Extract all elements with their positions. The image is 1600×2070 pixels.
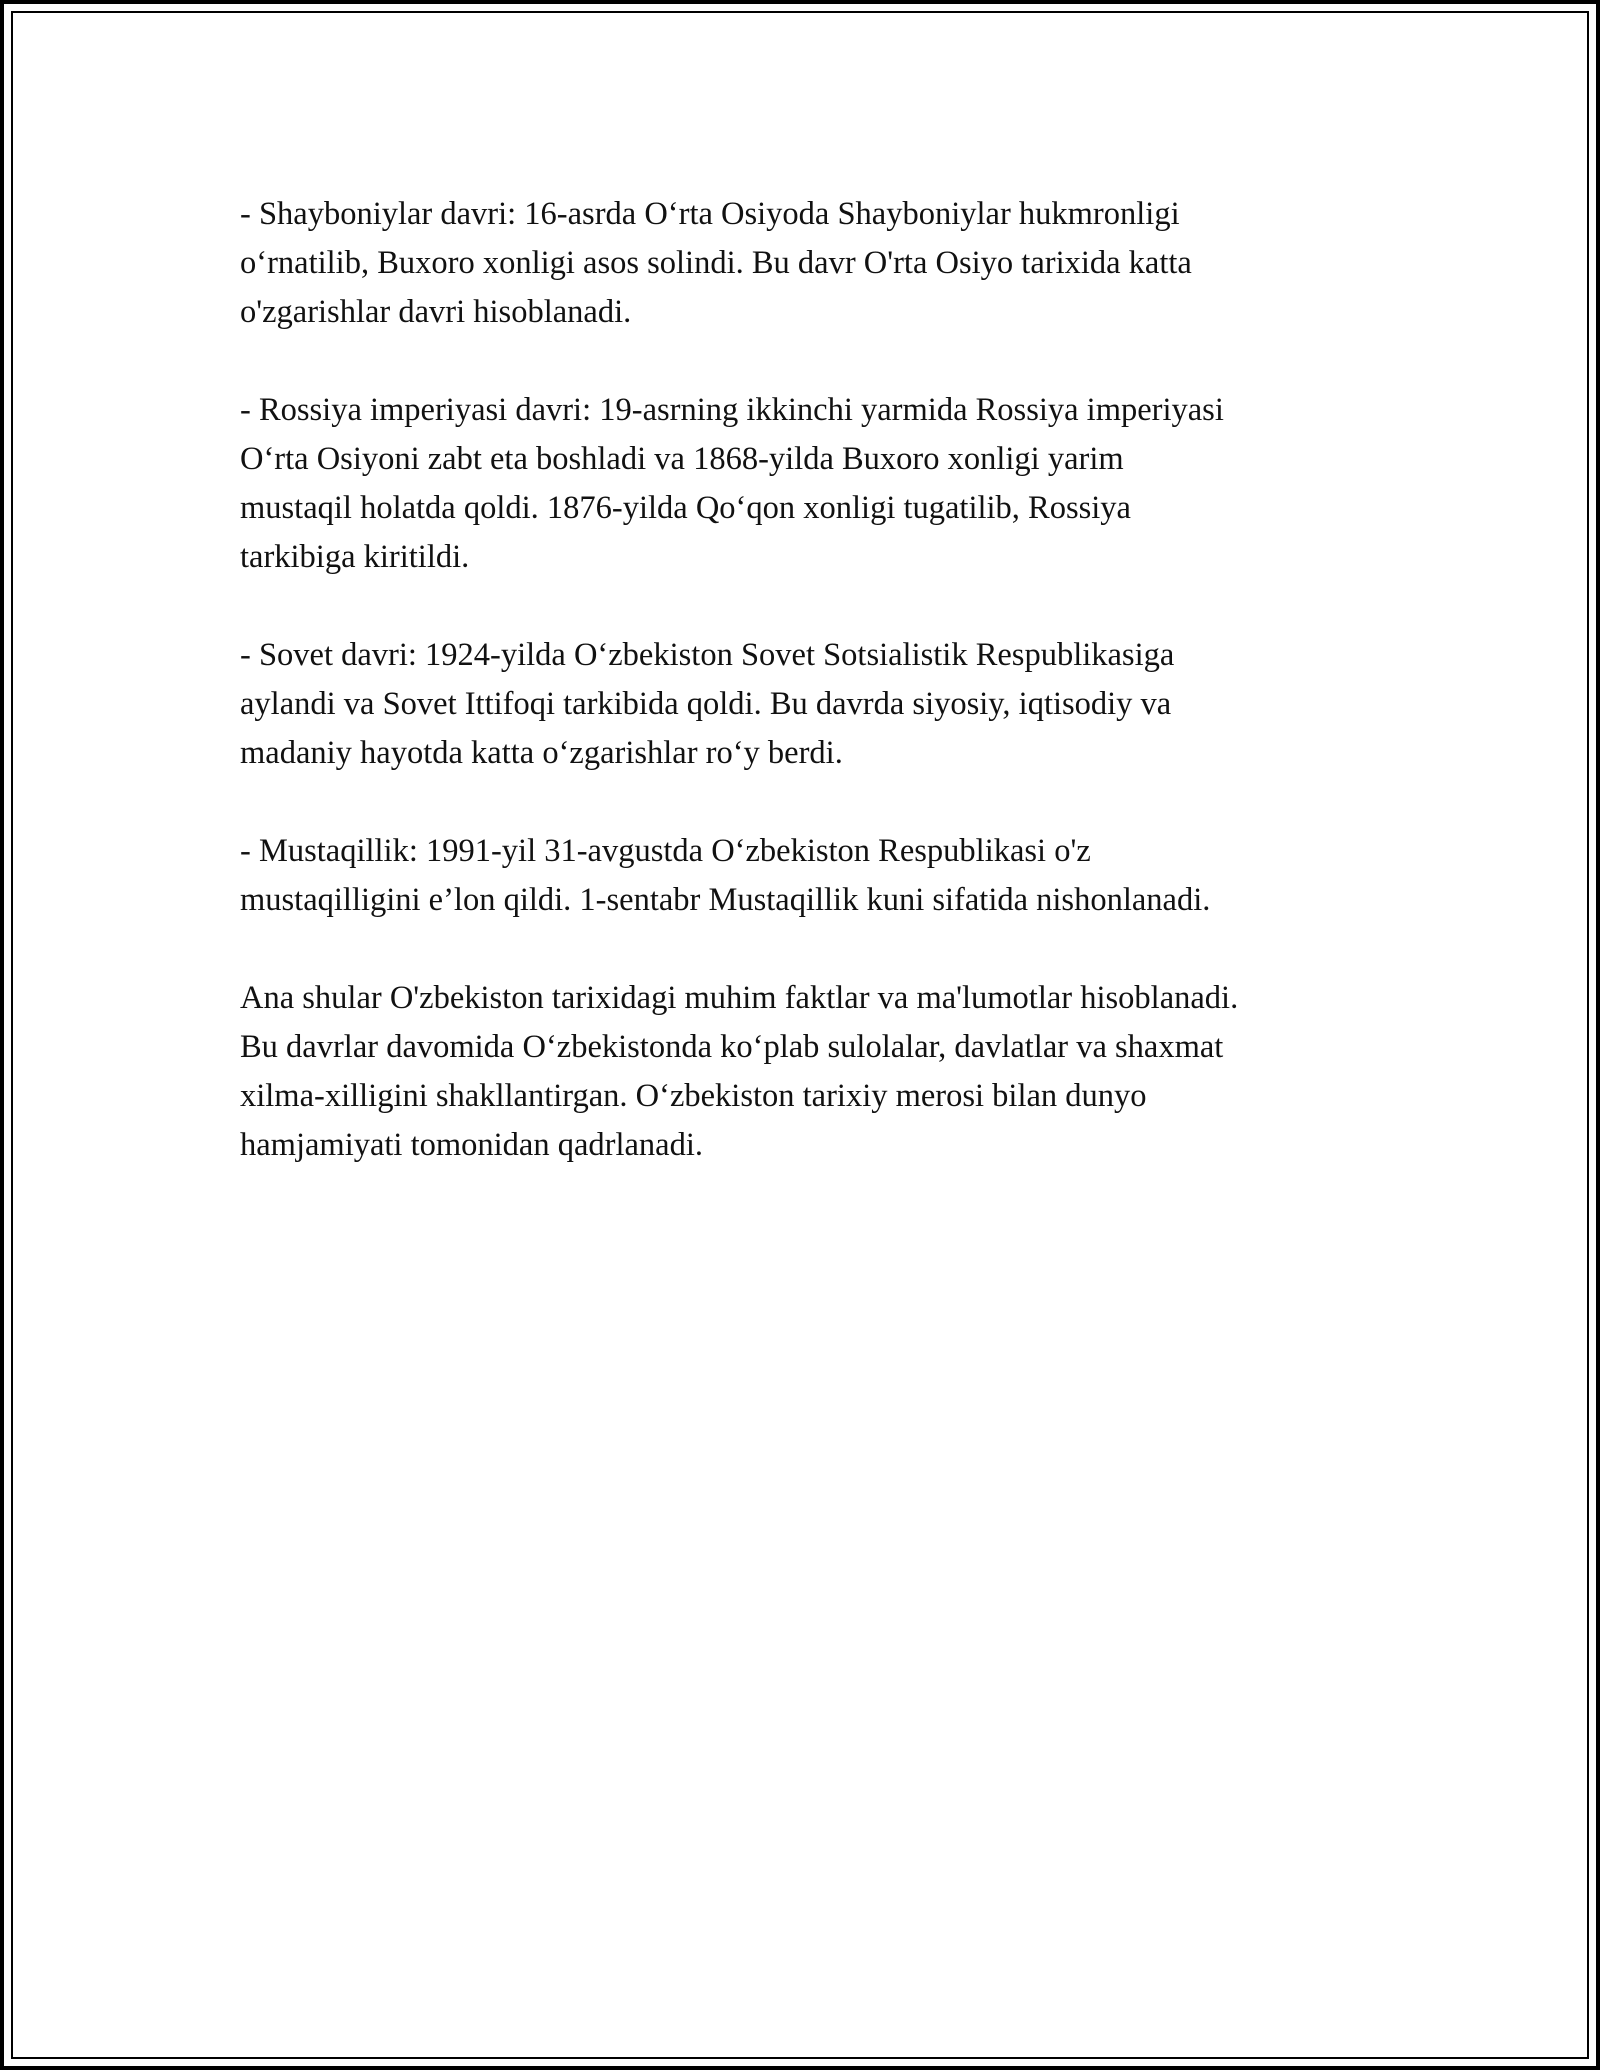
- paragraph-sovet-davri: [240, 631, 1390, 778]
- document-body: [240, 190, 1390, 1219]
- text-line: tarkibiga kiritildi.: [240, 539, 470, 575]
- text-line: Bu davrlar davomida O‘zbekistonda ko‘plab sulolalar, davlatlar va shaxmat: [240, 1029, 1224, 1065]
- paragraph-conclusion: [240, 974, 1390, 1170]
- paragraph-shayboniylar: [240, 190, 1390, 337]
- text-line: - Shayboniylar davri: 16-asrda O‘rta Osiyoda Shayboniylar hukmronligi: [240, 196, 1180, 232]
- text-line: aylandi va Sovet Ittifoqi tarkibida qoldi. Bu davrda siyosiy, iqtisodiy va: [240, 686, 1172, 722]
- paragraph-rossiya-imperiyasi: [240, 386, 1390, 582]
- paragraph-mustaqillik: [240, 827, 1390, 925]
- text-line: Ana shular O'zbekiston tarixidagi muhim faktlar va ma'lumotlar hisoblanadi.: [240, 980, 1239, 1016]
- text-line: mustaqil holatda qoldi. 1876-yilda Qo‘qon xonligi tugatilib, Rossiya: [240, 490, 1131, 526]
- text-line: o‘rnatilib, Buxoro xonligi asos solindi. Bu davr O'rta Osiyo tarixida katta: [240, 245, 1192, 281]
- text-line: - Rossiya imperiyasi davri: 19-asrning ikkinchi yarmida Rossiya imperiyasi: [240, 392, 1224, 428]
- text-line: hamjamiyati tomonidan qadrlanadi.: [240, 1127, 703, 1163]
- text-line: mustaqilligini e’lon qildi. 1-sentabr Mustaqillik kuni sifatida nishonlanadi.: [240, 882, 1211, 918]
- text-line: xilma-xilligini shakllantirgan. O‘zbekiston tarixiy merosi bilan dunyo: [240, 1078, 1147, 1114]
- text-line: o'zgarishlar davri hisoblanadi.: [240, 294, 632, 330]
- text-line: - Mustaqillik: 1991-yil 31-avgustda O‘zbekiston Respublikasi o'z: [240, 833, 1091, 869]
- text-line: - Sovet davri: 1924-yilda O‘zbekiston Sovet Sotsialistik Respublikasiga: [240, 637, 1175, 673]
- text-line: madaniy hayotda katta o‘zgarishlar ro‘y berdi.: [240, 735, 843, 771]
- text-line: O‘rta Osiyoni zabt eta boshladi va 1868-yilda Buxoro xonligi yarim: [240, 441, 1124, 477]
